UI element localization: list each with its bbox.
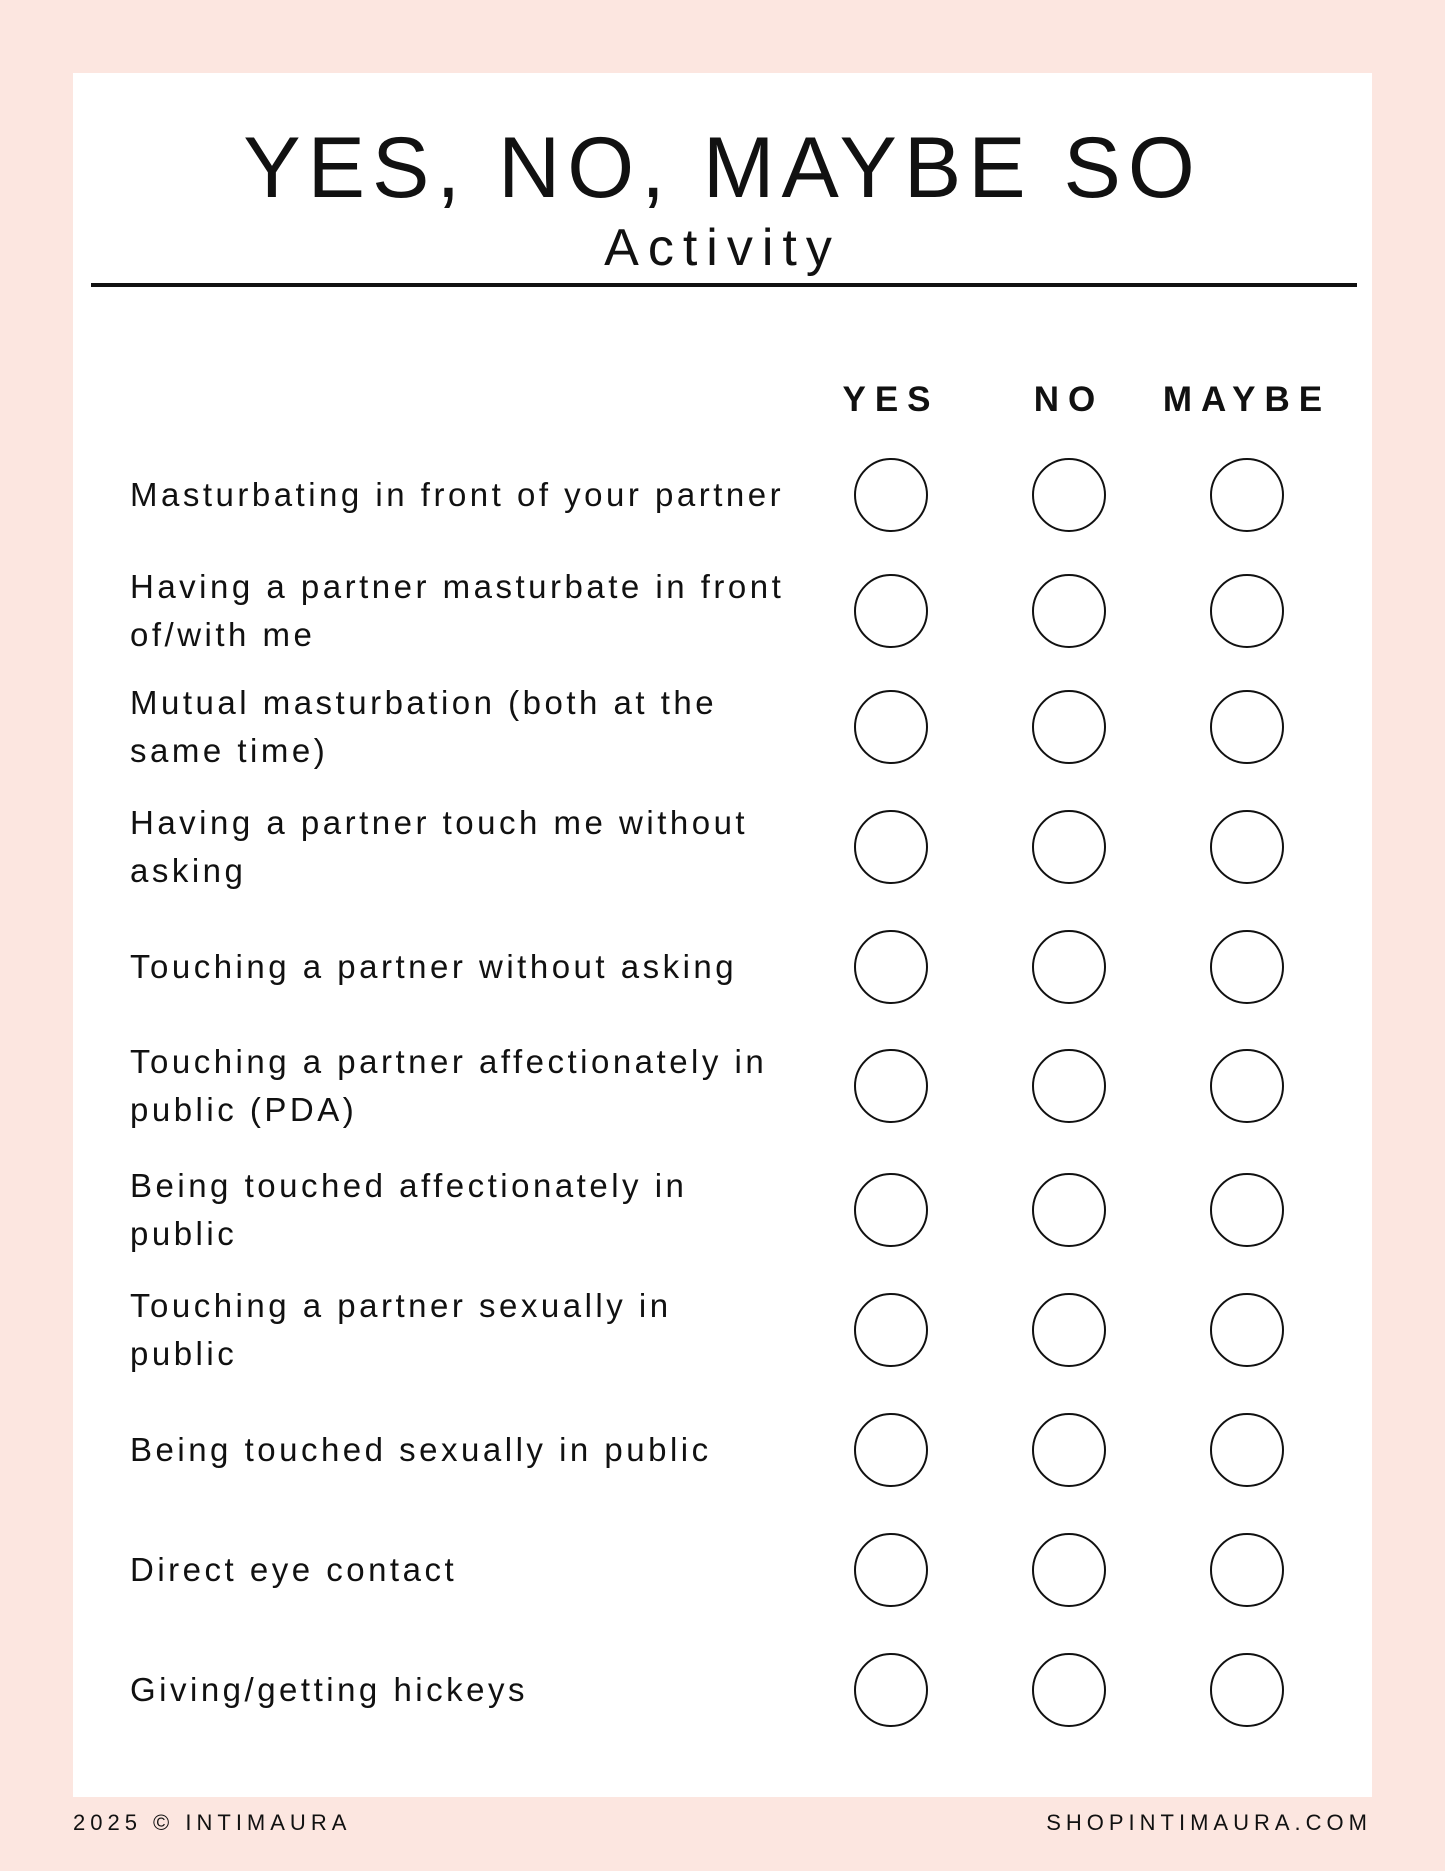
- maybe-choice-circle[interactable]: [1210, 1413, 1284, 1487]
- maybe-choice-circle[interactable]: [1210, 1049, 1284, 1123]
- no-choice-circle[interactable]: [1032, 690, 1106, 764]
- maybe-choice-circle[interactable]: [1210, 1293, 1284, 1367]
- yes-choice-circle[interactable]: [854, 930, 928, 1004]
- maybe-choice-circle[interactable]: [1210, 810, 1284, 884]
- yes-choice-circle[interactable]: [854, 1533, 928, 1607]
- column-header-maybe: MAYBE: [1162, 380, 1332, 419]
- maybe-choice-circle[interactable]: [1210, 574, 1284, 648]
- maybe-choice-circle[interactable]: [1210, 690, 1284, 764]
- no-choice-circle[interactable]: [1032, 1653, 1106, 1727]
- maybe-choice-circle[interactable]: [1210, 1533, 1284, 1607]
- maybe-choice-circle[interactable]: [1210, 458, 1284, 532]
- page-title: YES, NO, MAYBE SO: [243, 120, 1202, 216]
- activity-label: Having a partner touch me without asking: [130, 804, 749, 889]
- activity-row: [0, 672, 1445, 782]
- yes-choice-circle[interactable]: [854, 690, 928, 764]
- activity-row: [0, 556, 1445, 666]
- activity-label: Direct eye contact: [130, 1551, 458, 1588]
- no-choice-circle[interactable]: [1032, 1293, 1106, 1367]
- maybe-choice-circle[interactable]: [1210, 1173, 1284, 1247]
- activity-row: [0, 1635, 1445, 1745]
- maybe-choice-circle[interactable]: [1210, 1653, 1284, 1727]
- activity-label: Touching a partner sexually in public: [130, 1287, 672, 1372]
- activity-label: Touching a partner affectionately in public (PDA): [130, 1043, 768, 1128]
- title-divider: [91, 283, 1357, 287]
- yes-choice-circle[interactable]: [854, 1653, 928, 1727]
- no-choice-circle[interactable]: [1032, 810, 1106, 884]
- yes-choice-circle[interactable]: [854, 458, 928, 532]
- footer-copyright: 2025 © INTIMAURA: [73, 1810, 352, 1835]
- yes-choice-circle[interactable]: [854, 1173, 928, 1247]
- maybe-choice-circle[interactable]: [1210, 930, 1284, 1004]
- activity-row: [0, 440, 1445, 550]
- no-choice-circle[interactable]: [1032, 930, 1106, 1004]
- activity-label: Giving/getting hickeys: [130, 1671, 528, 1708]
- activity-row: [0, 1031, 1445, 1141]
- activity-row: [0, 1275, 1445, 1385]
- activity-label: Being touched sexually in public: [130, 1431, 712, 1468]
- activity-row: [0, 912, 1445, 1022]
- activity-label: Touching a partner without asking: [130, 948, 738, 985]
- no-choice-circle[interactable]: [1032, 574, 1106, 648]
- column-header-no: NO: [1033, 380, 1105, 419]
- activity-row: [0, 1155, 1445, 1265]
- no-choice-circle[interactable]: [1032, 1173, 1106, 1247]
- no-choice-circle[interactable]: [1032, 1533, 1106, 1607]
- yes-choice-circle[interactable]: [854, 1049, 928, 1123]
- activity-label: Masturbating in front of your partner: [130, 476, 785, 513]
- no-choice-circle[interactable]: [1032, 458, 1106, 532]
- footer-website: SHOPINTIMAURA.COM: [1046, 1810, 1372, 1835]
- yes-choice-circle[interactable]: [854, 574, 928, 648]
- yes-choice-circle[interactable]: [854, 1293, 928, 1367]
- activity-row: [0, 1515, 1445, 1625]
- activity-label: Mutual masturbation (both at the same time): [130, 684, 718, 769]
- column-header-yes: YES: [842, 380, 940, 419]
- yes-choice-circle[interactable]: [854, 1413, 928, 1487]
- yes-choice-circle[interactable]: [854, 810, 928, 884]
- no-choice-circle[interactable]: [1032, 1049, 1106, 1123]
- activity-label: Being touched affectionately in public: [130, 1167, 688, 1252]
- activity-row: [0, 792, 1445, 902]
- activity-label: Having a partner masturbate in front of/with me: [130, 568, 785, 653]
- page-subtitle: Activity: [604, 219, 841, 277]
- no-choice-circle[interactable]: [1032, 1413, 1106, 1487]
- activity-row: [0, 1395, 1445, 1505]
